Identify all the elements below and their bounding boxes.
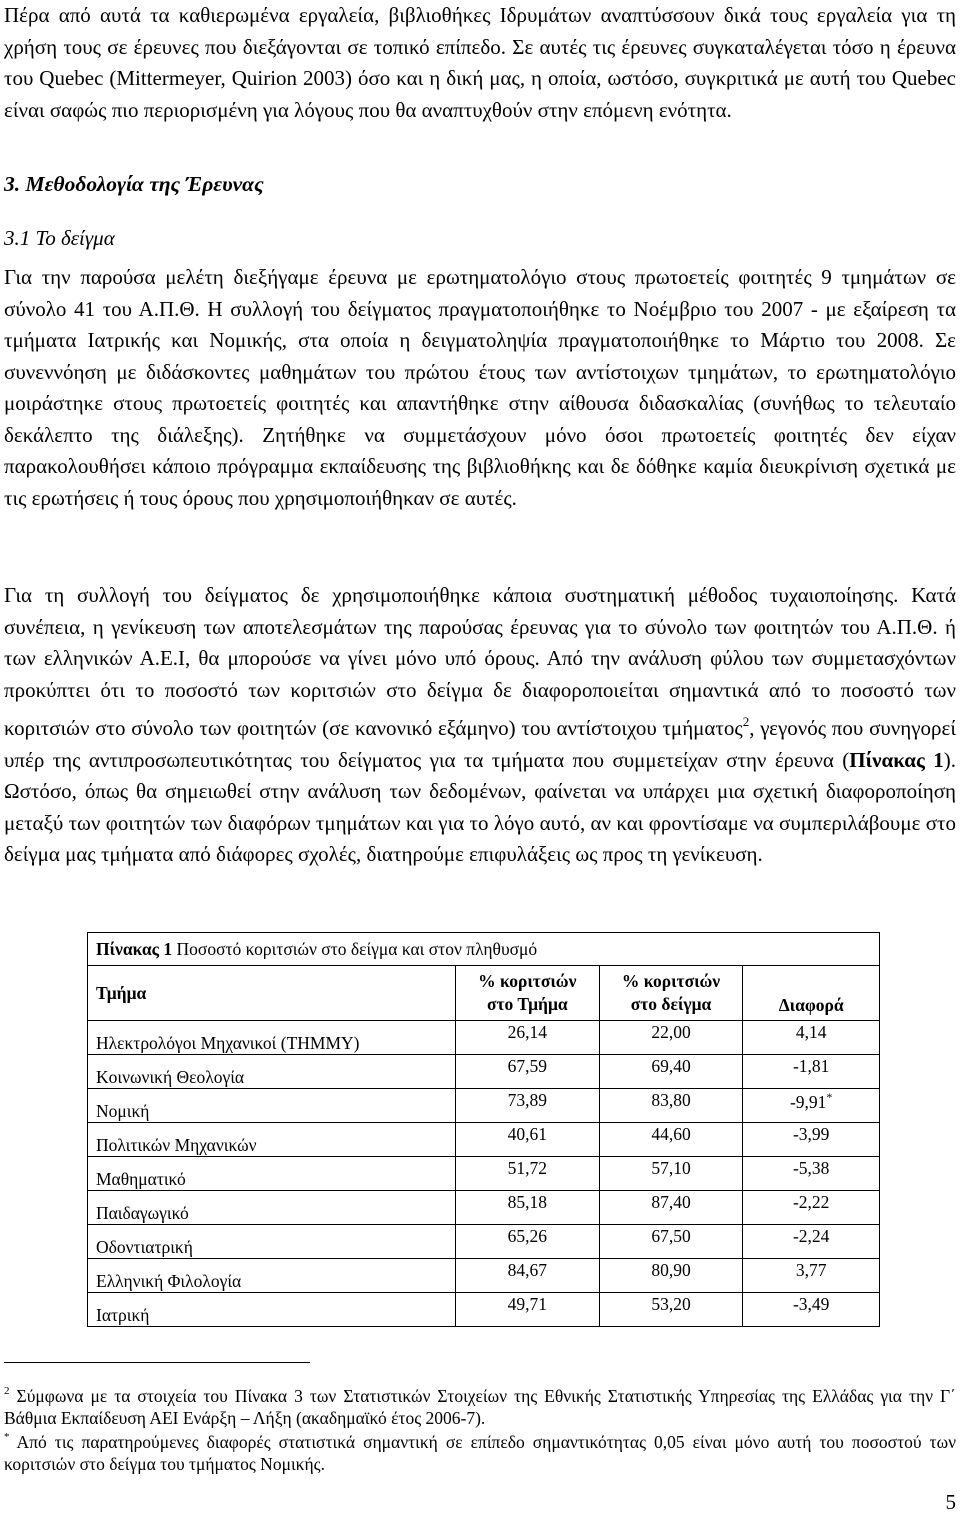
table-row [88, 1021, 880, 1055]
cell-diff-value: -2,24 [792, 1226, 830, 1246]
table-caption-text: Ποσοστό κοριτσιών στο δείγμα και στον πληθυσμό [172, 938, 538, 959]
header-pct-dept-line1: % κοριτσιών [478, 971, 577, 991]
girls-percentage-table [87, 932, 880, 1327]
cell-pct-dept: 85,18 [455, 1191, 599, 1225]
paragraph-randomization [4, 580, 956, 871]
cell-pct-sample: 87,40 [599, 1191, 743, 1225]
footnote-mark: 2 [4, 1385, 10, 1397]
footnote-mark: * [4, 1431, 10, 1443]
cell-diff [743, 1259, 880, 1293]
footnote-reference: 2 [742, 714, 750, 729]
cell-diff-value: -5,38 [792, 1158, 830, 1178]
cell-pct-dept: 51,72 [455, 1157, 599, 1191]
cell-pct-sample: 80,90 [599, 1259, 743, 1293]
table-row [88, 1089, 880, 1123]
cell-pct-sample: 83,80 [599, 1089, 743, 1123]
cell-pct-sample: 57,10 [599, 1157, 743, 1191]
table-row [88, 1259, 880, 1293]
cell-pct-sample: 53,20 [599, 1293, 743, 1327]
significance-marker: * [826, 1090, 833, 1104]
paragraph-text-part3: ). Ωστόσο, όπως θα σημειωθεί στην ανάλυση των δεδομένων, φαίνεται να υπάρχει μια σχετική διαφοροποίηση μεταξύ των φοιτητών των διαφόρων τμημάτων και για το λόγο αυτό, αν και φροντίσαμε να συμπεριλάβουμε στο δείγμα μας τμήματα από διάφορες σχολές, διατηρούμε επιφυλάξεις ως προς τη γενίκευση. [4, 747, 956, 866]
header-pct-sample [599, 966, 743, 1021]
cell-pct-dept: 65,26 [455, 1225, 599, 1259]
table-row [88, 1293, 880, 1327]
cell-pct-dept: 40,61 [455, 1123, 599, 1157]
footnote-text: Σύμφωνα με τα στοιχεία του Πίνακα 3 των Στατιστικών Στοιχείων της Εθνικής Στατιστικής Υπηρεσίας της Ελλάδας για την Γ΄ Βάθμια Εκπαίδευση ΑΕΙ Ενάρξη – Λήξη (ακαδημαϊκό έτος 2006-7). [4, 1386, 956, 1428]
cell-pct-dept: 73,89 [455, 1089, 599, 1123]
table-container [87, 932, 880, 1327]
footnote-separator [4, 1362, 310, 1363]
paragraph-intro: Πέρα από αυτά τα καθιερωμένα εργαλεία, βιβλιοθήκες Ιδρυμάτων αναπτύσσουν δικά τους εργαλεία για τη χρήση τους σε έρευνες που διεξάγονται σε τοπικό επίπεδο. Σε αυτές τις έρευνες συγκαταλέγεται τόσο η έρευνα του Quebec (Mittermeyer, Quirion 2003) όσο και η δική μας, η οποία, ωστόσο, συγκριτικά με αυτή του Quebec είναι σαφώς πιο περιορισμένη για λόγους που θα αναπτυχθούν στην επόμενη ενότητα. [4, 3, 956, 122]
header-dept: Τμήμα [88, 966, 456, 1021]
cell-dept: Κοινωνική Θεολογία [88, 1055, 456, 1089]
table-row [88, 1157, 880, 1191]
cell-diff-value: 4,14 [795, 1022, 827, 1042]
cell-diff-value: -2,22 [792, 1192, 830, 1212]
cell-pct-dept: 84,67 [455, 1259, 599, 1293]
cell-pct-dept: 26,14 [455, 1021, 599, 1055]
cell-diff [743, 1055, 880, 1089]
table-caption-row [88, 933, 880, 966]
cell-dept: Οδοντιατρική [88, 1225, 456, 1259]
table-reference: Πίνακας 1 [849, 747, 944, 772]
cell-pct-sample: 22,00 [599, 1021, 743, 1055]
header-pct-sample-line1: % κοριτσιών [621, 971, 721, 991]
page-number: 5 [945, 1490, 956, 1514]
cell-diff-value: 3,77 [795, 1260, 827, 1280]
cell-dept: Παιδαγωγικό [88, 1191, 456, 1225]
header-pct-dept-line2: στο Τμήμα [486, 994, 568, 1014]
cell-diff [743, 1191, 880, 1225]
cell-dept: Νομική [88, 1089, 456, 1123]
paragraph-sample: Για την παρούσα μελέτη διεξήγαμε έρευνα με ερωτηματολόγιο στους πρωτοετείς φοιτητές 9 τμημάτων σε σύνολο 41 του Α.Π.Θ. Η συλλογή του δείγματος πραγματοποιήθηκε το Νοέμβριο του 2007 - με εξαίρεση τα τμήματα Ιατρικής και Νομικής, στα οποία η δειγματοληψία πραγματοποιήθηκε το Μάρτιο του 2008. Σε συνεννόηση με διδάσκοντες μαθημάτων του πρώτου έτους των αντίστοιχων τμημάτων, το ερωτηματολόγιο μοιράστηκε στους πρωτοετείς φοιτητές και απαντήθηκε στην αίθουσα διδασκαλίας (συνήθως το τελευταίο δεκάλεπτο της διάλεξης). Ζητήθηκε να συμμετάσχουν μόνο όσοι πρωτοετείς φοιτητές δεν είχαν παρακολουθήσει κάποιο πρόγραμμα εκπαίδευσης της βιβλιοθήκης και δε δόθηκε καμία διευκρίνιση σχετικά με τις ερωτήσεις ή τους όρους που χρησιμοποιήθηκαν σε αυτές. [4, 265, 956, 510]
cell-diff-value: -3,99 [792, 1124, 830, 1144]
cell-dept: Πολιτικών Μηχανικών [88, 1123, 456, 1157]
table-row [88, 1191, 880, 1225]
header-diff: Διαφορά [743, 966, 880, 1021]
cell-diff [743, 1157, 880, 1191]
cell-diff [743, 1089, 880, 1123]
cell-pct-dept: 67,59 [455, 1055, 599, 1089]
cell-diff-value: -9,91 [789, 1092, 827, 1112]
cell-diff [743, 1123, 880, 1157]
footnote [4, 1427, 956, 1475]
cell-diff [743, 1021, 880, 1055]
paragraph-text-part1: Για τη συλλογή του δείγματος δε χρησιμοποιήθηκε κάποια συστηματική μέθοδος τυχαιοποίησης. Κατά συνέπεια, η γενίκευση των αποτελεσμάτων της παρούσας έρευνας για το σύνολο των φοιτητών του Α.Π.Θ. ή των ελληνικών Α.Ε.Ι, θα μπορούσε να γίνει μόνο υπό όρους. Από την ανάλυση φύλου των συμμετασχόντων προκύπτει ότι το ποσοστό των κοριτσιών στο δείγμα δε διαφοροποιείται σημαντικά από το ποσοστό των κοριτσιών στο σύνολο των φοιτητών (σε κανονικό εξάμηνο) του αντίστοιχου τμήματος [4, 583, 956, 740]
cell-pct-sample: 67,50 [599, 1225, 743, 1259]
table-header-row [88, 966, 880, 1021]
subsection-heading: 3.1 Το δείγμα [4, 226, 115, 250]
paragraph-text-part2: , γεγονός που συνηγορεί υπέρ της αντιπροσωπευτικότητας του δείγματος για τα τμήματα που συμμετείχαν στην έρευνα ( [4, 716, 956, 772]
header-pct-dept [455, 966, 599, 1021]
cell-dept: Ελληνική Φιλολογία [88, 1259, 456, 1293]
cell-dept: Ηλεκτρολόγοι Μηχανικοί (ΤΗΜΜΥ) [88, 1021, 456, 1055]
cell-diff [743, 1225, 880, 1259]
section-heading: 3. Μεθοδολογία της Έρευνας [4, 172, 264, 196]
cell-diff-value: -1,81 [792, 1056, 830, 1076]
cell-pct-sample: 69,40 [599, 1055, 743, 1089]
table-caption-label: Πίνακας 1 [96, 938, 173, 959]
cell-dept: Μαθηματικό [88, 1157, 456, 1191]
cell-dept: Ιατρική [88, 1293, 456, 1327]
cell-diff-value: -3,49 [792, 1294, 830, 1314]
cell-pct-dept: 49,71 [455, 1293, 599, 1327]
cell-diff [743, 1293, 880, 1327]
cell-pct-sample: 44,60 [599, 1123, 743, 1157]
header-pct-sample-line2: στο δείγμα [630, 994, 712, 1014]
table-row [88, 1055, 880, 1089]
table-caption [88, 933, 880, 966]
table-row [88, 1123, 880, 1157]
table-row [88, 1225, 880, 1259]
footnote-text: Από τις παρατηρούμενες διαφορές στατιστικά σημαντική σε επίπεδο σημαντικότητας 0,05 είναι μόνο αυτή του ποσοστού των κοριτσιών στο δείγμα του τμήματος Νομικής. [4, 1432, 956, 1474]
footnote [4, 1381, 956, 1429]
